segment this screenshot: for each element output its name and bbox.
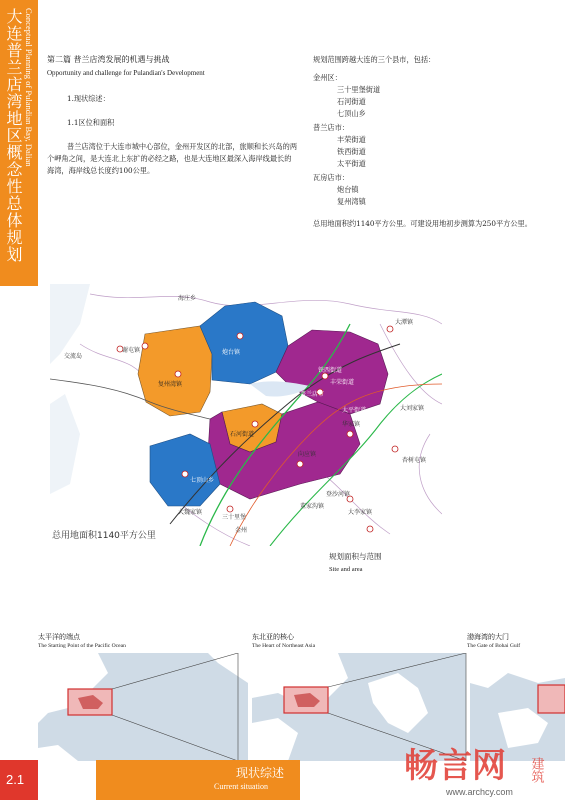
left-text-column	[47, 54, 297, 177]
page-number: 2.1	[6, 772, 25, 787]
mini-map-title: 东北亚的核心	[252, 633, 294, 641]
total-area-label: 总用地面积1140平方公里	[52, 531, 156, 541]
mini-map-title: 太平洋的端点	[38, 633, 80, 641]
watermark-logo	[400, 735, 560, 795]
scope-intro: 规划范围跨越大连的三个县市，包括：	[313, 55, 436, 64]
map-label: 太平街道	[342, 407, 367, 414]
footer-section-title-en: Current situation	[214, 782, 268, 791]
map-label: 炮台镇	[222, 349, 241, 356]
district-name: 金州区：	[313, 73, 342, 82]
subsection-heading: 1.1区位和面积	[67, 118, 115, 127]
map-label: 华家镇	[342, 421, 361, 428]
watermark-url: www.archcy.com	[446, 787, 513, 797]
map-label: 七顶山乡	[190, 477, 215, 484]
right-text-column	[313, 54, 553, 230]
town-item: 太平街道	[337, 159, 366, 168]
map-caption: 规划面积与范围	[329, 552, 382, 561]
map-label: 大李家镇	[348, 509, 373, 516]
town-item: 三十里堡街道	[337, 85, 381, 94]
chapter-title-cn: 第二篇 普兰店湾发展的机遇与挑战	[47, 55, 170, 64]
mini-map-title: 渤海湾的大门	[467, 633, 509, 641]
map-label: 铁西街道	[318, 367, 343, 374]
watermark-brand: 畅言网	[404, 746, 506, 786]
footer-section-title: 现状综述	[236, 766, 285, 780]
town-item: 丰荣街道	[337, 135, 366, 144]
town-item: 炮台镇	[337, 185, 359, 194]
district-name: 普兰店市：	[313, 123, 349, 132]
document-title-en: Conceptual Planning of Pulandian Bay, Dalian	[24, 8, 34, 167]
document-title-cn: 大连普兰店湾地区概念性总体规划	[4, 8, 23, 263]
town-item: 石河街道	[337, 97, 366, 106]
planning-area-map	[50, 284, 442, 546]
map-label: 谢屯镇	[122, 347, 141, 354]
map-label: 向应镇	[298, 451, 317, 458]
town-item: 铁西街道	[337, 147, 366, 156]
location-paragraph: 普兰店湾位于大连市城中心部位，金州开发区的北部，旅顺和长兴岛的两个岬角之间，是大连北上东扩的必经之路，也是大连地区最深入海岸线最长的海湾，海岸线总长度约100公里。	[47, 142, 298, 175]
map-label: 海庄乡	[178, 295, 197, 302]
district-name: 瓦房店市：	[313, 173, 349, 182]
map-label: 董家沟镇	[300, 503, 325, 510]
map-label: 杏树屯镇	[402, 457, 427, 464]
chapter-title-en: Opportunity and challenge for Pulandian's Development	[47, 69, 205, 77]
map-label: 大刘家镇	[400, 405, 425, 412]
map-label: 三十里堡	[222, 514, 247, 521]
watermark-tag: 建筑	[528, 757, 544, 783]
map-label: 复州湾镇	[158, 381, 183, 388]
map-label: 石河街道	[230, 431, 255, 438]
mini-map-subtitle: The Heart of Northeast Asia	[252, 643, 316, 649]
town-item: 七顶山乡	[337, 109, 366, 118]
area-paragraph: 总用地面积约1140平方公里。可建设用地初步测算为250平方公里。	[313, 219, 532, 228]
map-label: 金州	[235, 527, 248, 534]
mini-map-subtitle: The Starting Point of the Pacific Ocean	[38, 643, 126, 649]
highlight-box	[538, 685, 565, 713]
map-label: 大魏家镇	[178, 509, 203, 516]
town-item: 复州湾镇	[337, 197, 366, 206]
map-label: 普兰店市	[300, 391, 325, 398]
mini-map-subtitle: The Gate of Bohai Gulf	[467, 643, 521, 649]
district-list	[313, 72, 553, 208]
map-label: 丰荣街道	[330, 379, 355, 386]
map-label: 大潭镇	[395, 319, 414, 326]
map-svg	[50, 284, 442, 546]
map-caption-en: Site and area	[329, 566, 363, 573]
map-label: 登沙河镇	[326, 491, 351, 498]
section-heading: 1.现状综述：	[67, 94, 110, 103]
map-label: 交流岛	[64, 353, 83, 360]
